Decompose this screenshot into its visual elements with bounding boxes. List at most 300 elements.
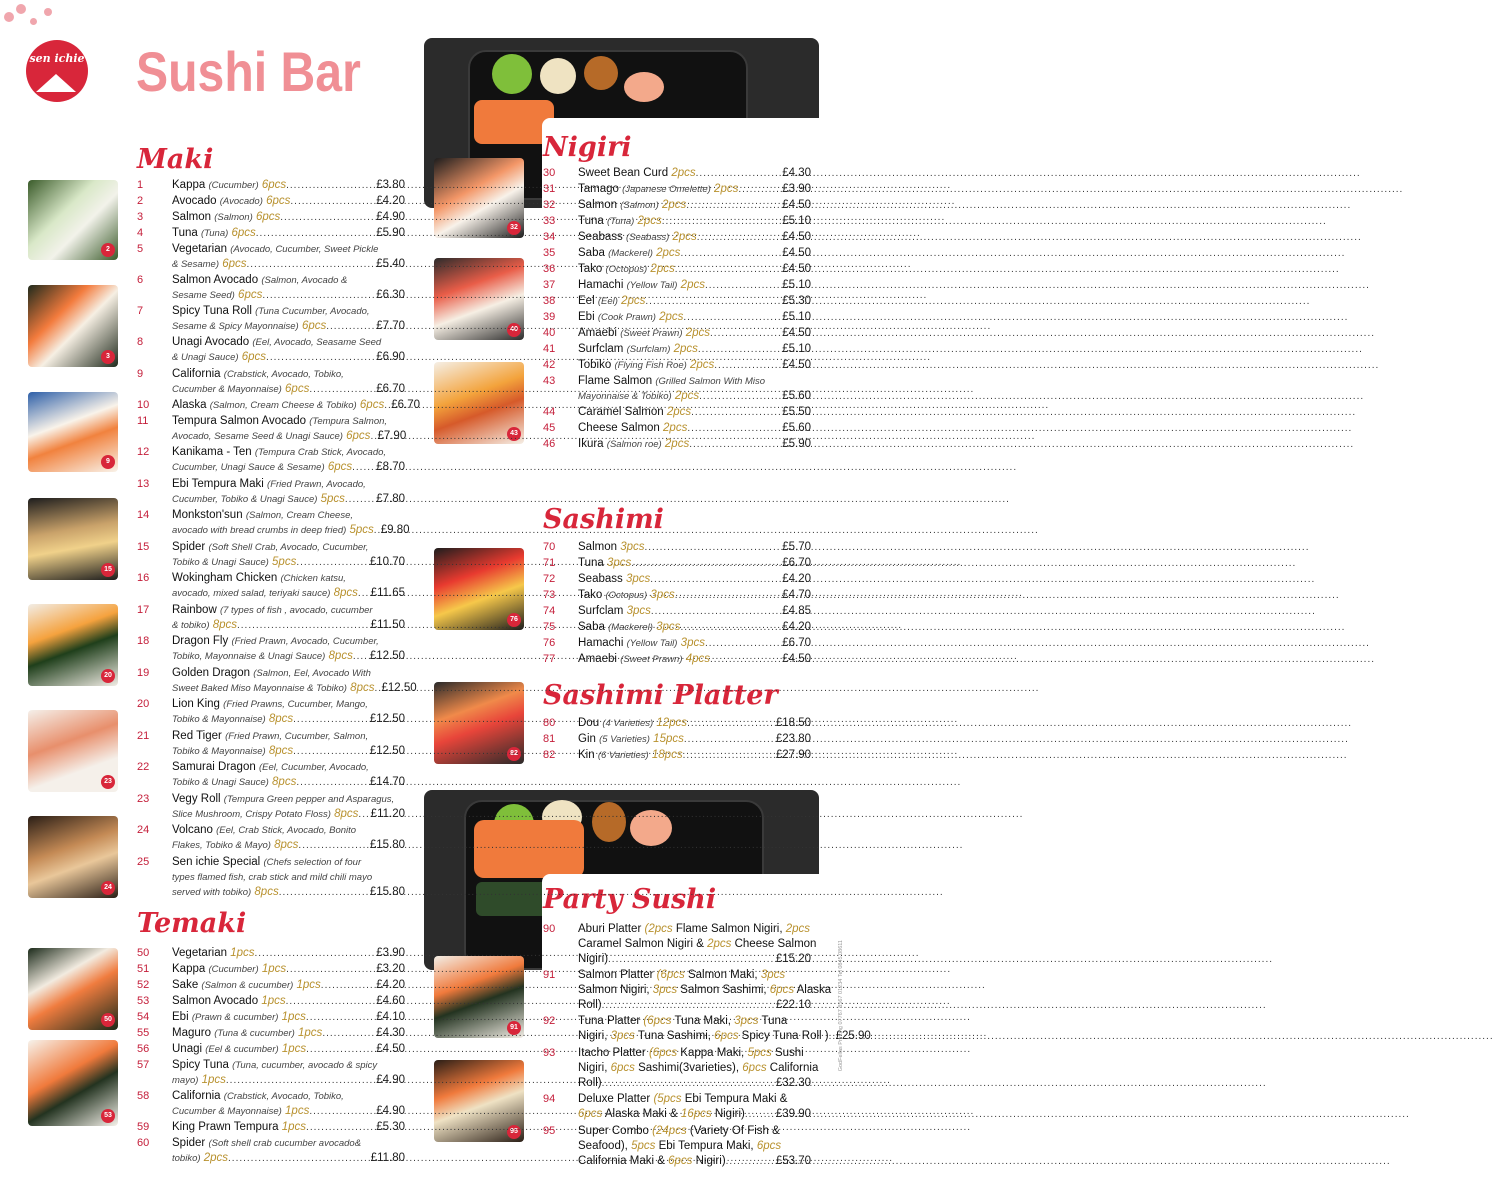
item-description: (5 Varieties): [599, 734, 650, 745]
item-number: 80: [543, 717, 556, 729]
item-description: (Chefs selection of four: [263, 857, 362, 868]
item-name: Alaska Maki &: [604, 1108, 678, 1120]
item-number: 36: [543, 263, 556, 275]
dot-leader: [296, 555, 368, 570]
item-pieces: 2pcs: [203, 1152, 229, 1164]
dot-leader: [675, 588, 782, 603]
item-name: Ebi: [172, 1011, 189, 1023]
dot-leader: [602, 1076, 775, 1091]
dot-leader: [602, 998, 775, 1013]
item-pieces: 3pcs: [625, 573, 651, 585]
item-price: £14.70: [369, 776, 405, 788]
item-pieces: 3pcs: [734, 1015, 759, 1027]
item-description: Mayonnaise & Tobiko): [578, 391, 672, 402]
photo-badge: 9: [101, 455, 115, 469]
item-pieces: 2pcs: [664, 438, 690, 450]
cherry-blossom-icon: [44, 8, 52, 16]
item-number: 22: [137, 761, 150, 773]
dot-leader: [699, 389, 781, 404]
item-name: Surfclam: [578, 605, 624, 617]
item-name: Tempura Salmon Avocado: [172, 415, 307, 427]
menu-item: [137, 634, 405, 664]
menu-item: [137, 994, 405, 1009]
menu-item: [137, 697, 405, 727]
item-price: £3.20: [376, 963, 405, 975]
item-pieces: 1pcs: [281, 1121, 307, 1133]
item-number: 70: [543, 541, 556, 553]
menu-item: [137, 226, 405, 241]
item-pieces: (2pcs: [644, 923, 673, 935]
item-number: 14: [137, 509, 150, 521]
menu-item: [543, 342, 811, 357]
menu-item: [137, 1026, 405, 1041]
item-name: Sashimi(3varieties),: [638, 1062, 740, 1074]
item-pieces: 2pcs: [785, 923, 811, 935]
item-name: Salmon Avocado: [172, 995, 259, 1007]
dot-leader: [262, 288, 375, 303]
item-description: Tobiko & Mayonnaise): [172, 714, 266, 725]
item-description: (Tuna & cucumber): [214, 1028, 295, 1039]
item-number: 71: [543, 557, 556, 569]
item-price: £4.20: [782, 621, 811, 633]
item-number: 43: [543, 375, 556, 387]
section-title-party-sushi: Party Sushi: [543, 884, 717, 915]
item-pieces: 6pcs: [301, 320, 327, 332]
item-description: (Eel): [597, 296, 618, 307]
item-pieces: 6pcs: [769, 984, 795, 996]
dot-leader: [683, 748, 775, 763]
item-name: Lion King: [172, 698, 220, 710]
dot-leader: [645, 294, 781, 309]
item-price: £4.90: [376, 1105, 405, 1117]
menu-item: [543, 182, 811, 197]
item-name: Seafood),: [578, 1140, 628, 1152]
item-name: Nigiri): [578, 953, 609, 965]
item-price: £4.50: [376, 1043, 405, 1055]
item-name: Tuna Platter: [578, 1015, 641, 1027]
item-price: £11.65: [370, 587, 405, 599]
item-name: Salmon: [172, 211, 211, 223]
item-pieces: 1pcs: [296, 979, 321, 991]
item-price: £4.50: [782, 199, 811, 211]
item-number: 23: [137, 793, 150, 805]
item-description: (Salmon, Eel, Avocado With: [253, 668, 371, 679]
menu-item: [543, 636, 811, 651]
dot-leader: [322, 1026, 375, 1041]
item-description: (Tuna): [607, 216, 635, 227]
item-number: 38: [543, 295, 556, 307]
photo-badge: 20: [101, 669, 115, 683]
item-price: £5.60: [782, 422, 811, 434]
item-name: Nigiri): [695, 1155, 726, 1167]
menu-item: [137, 823, 405, 853]
item-description: & tobiko): [172, 620, 210, 631]
photo-badge: 95: [507, 1125, 521, 1139]
menu-item: [543, 421, 811, 436]
item-pieces: 6pcs: [668, 1155, 693, 1167]
item-number: 57: [137, 1059, 150, 1071]
item-pieces: 8pcs: [212, 619, 237, 631]
item-description: (Yellow Tail): [626, 280, 678, 291]
item-name: Sen ichie Special: [172, 856, 261, 868]
item-name: Super Combo: [578, 1125, 649, 1137]
dot-leader: [228, 1151, 370, 1166]
item-name: Spicy Tuna: [172, 1059, 229, 1071]
item-number: 16: [137, 572, 150, 584]
item-name: Roll): [578, 999, 602, 1011]
item-number: 46: [543, 438, 556, 450]
item-pieces: 6pcs: [285, 383, 310, 395]
item-number: 15: [137, 541, 150, 553]
item-description: (Salmon, Avocado &: [261, 275, 348, 286]
item-number: 73: [543, 589, 556, 601]
item-name: Cheese Salmon: [578, 422, 660, 434]
item-description: (Salmon roe): [606, 439, 662, 450]
item-description: (Salmon): [620, 200, 659, 211]
item-name: Ikura: [578, 438, 604, 450]
item-description: Sesame Seed): [172, 290, 235, 301]
menu-item: [543, 294, 811, 309]
item-description: (Eel, Cucumber, Avocado,: [258, 762, 369, 773]
dot-leader: [691, 405, 781, 420]
item-name: Alaska: [172, 399, 207, 411]
logo-text: sen ichie: [29, 52, 85, 65]
dot-leader: [687, 421, 781, 436]
photo-badge: 50: [101, 1013, 115, 1027]
item-number: 60: [137, 1137, 150, 1149]
photo-item-2: [28, 180, 118, 260]
dot-leader: [353, 649, 369, 664]
item-name: King Prawn Tempura: [172, 1121, 279, 1133]
item-price: £27.90: [775, 749, 811, 761]
dot-leader: [309, 1104, 375, 1119]
item-price: £5.90: [376, 227, 405, 239]
dot-leader: [650, 572, 781, 587]
photo-badge: 15: [101, 563, 115, 577]
item-pieces: 18pcs: [651, 749, 683, 761]
item-price: £53.70: [775, 1155, 811, 1167]
menu-item: [137, 273, 405, 303]
item-description: Avocado, Sesame Seed & Unagi Sauce): [172, 431, 343, 442]
item-number: 39: [543, 311, 556, 323]
item-price: £5.10: [782, 343, 811, 355]
photo-item-15: [28, 498, 118, 580]
section-title-nigiri: Nigiri: [543, 132, 632, 163]
item-description: (Salmon): [214, 212, 253, 223]
item-price: £6.70: [391, 399, 420, 411]
item-name: Nigiri): [714, 1108, 745, 1120]
dot-leader: [306, 1120, 375, 1135]
item-number: 35: [543, 247, 556, 259]
item-description: (Salmon, Cream Cheese,: [245, 510, 353, 521]
item-name: Surfclam: [578, 343, 624, 355]
item-price: £11.20: [370, 808, 405, 820]
item-number: 1: [137, 179, 144, 191]
item-name: Saba: [578, 247, 605, 259]
item-price: £5.40: [376, 258, 405, 270]
item-price: £4.60: [376, 995, 405, 1007]
item-price: £15.80: [369, 839, 405, 851]
dot-leader: [266, 350, 375, 365]
item-price: £4.30: [782, 167, 811, 179]
item-pieces: 12pcs: [656, 717, 688, 729]
brand-logo: [18, 30, 90, 102]
item-price: £6.90: [376, 351, 405, 363]
photo-badge: 53: [101, 1109, 115, 1123]
item-number: 81: [543, 733, 556, 745]
dot-leader: [226, 1073, 375, 1088]
item-number: 7: [137, 305, 144, 317]
item-number: 45: [543, 422, 556, 434]
item-price: £4.50: [782, 653, 811, 665]
item-price: £4.50: [782, 231, 811, 243]
dot-leader: [705, 636, 781, 651]
item-name: Flame Salmon Nigiri,: [675, 923, 783, 935]
item-description: (Avocado, Cucumber, Sweet Pickle: [230, 244, 379, 255]
dot-leader: [683, 310, 781, 325]
cherry-blossom-icon: [16, 4, 26, 14]
menu-item: [137, 304, 405, 334]
dot-leader: [290, 194, 375, 209]
section-title-sashimi-platter: Sashimi Platter: [543, 680, 778, 711]
item-description: Tobiko, Mayonnaise & Unagi Sauce): [172, 651, 326, 662]
item-pieces: 6pcs: [231, 227, 256, 239]
item-name: Kappa: [172, 963, 206, 975]
item-description: (Fried Prawn, Avocado, Cucumber,: [231, 636, 379, 647]
menu-item: [137, 855, 405, 900]
item-description: (Yellow Tail): [626, 638, 678, 649]
item-name: Salmon Avocado: [172, 274, 259, 286]
dot-leader: [710, 326, 781, 341]
item-name: Tuna Sashimi,: [637, 1030, 711, 1042]
item-price: £12.50: [369, 745, 405, 757]
dot-leader: [697, 230, 781, 245]
item-pieces: (6pcs: [648, 1047, 678, 1059]
menu-item: [543, 198, 811, 213]
item-name: Vegetarian: [172, 243, 227, 255]
photo-badge: 82: [507, 747, 521, 761]
item-price: £3.80: [376, 179, 405, 191]
item-description: served with tobiko): [172, 887, 252, 898]
item-description: & Sesame): [172, 259, 219, 270]
item-description: (Sweet Prawn): [620, 328, 683, 339]
menu-item: [137, 194, 405, 209]
item-number: 3: [137, 211, 144, 223]
item-pieces: 6pcs: [327, 461, 353, 473]
item-number: 72: [543, 573, 556, 585]
item-name: Spider: [172, 1137, 206, 1149]
item-description: (Fried Prawn, Avocado,: [267, 479, 366, 490]
menu-item: [137, 445, 405, 475]
item-pieces: 3pcs: [610, 1030, 635, 1042]
item-price: £6.70: [782, 637, 811, 649]
item-description: Cucumber, Unagi Sauce & Sesame): [172, 462, 325, 473]
item-pieces: 6pcs: [266, 195, 291, 207]
item-number: 40: [543, 327, 556, 339]
item-number: 9: [137, 368, 144, 380]
section-title-temaki: Temaki: [137, 908, 247, 939]
item-name: Monkston'sun: [172, 509, 243, 521]
item-price: £6.30: [376, 289, 405, 301]
dot-leader: [321, 978, 375, 993]
item-number: 90: [543, 923, 556, 935]
item-description: (Tuna Cucumber, Avocado,: [255, 306, 370, 317]
item-price: £39.90: [775, 1108, 811, 1120]
item-pieces: 6pcs: [238, 289, 263, 301]
item-number: 42: [543, 359, 556, 371]
dot-leader: [358, 586, 370, 601]
item-pieces: 2pcs: [637, 215, 662, 227]
item-price: £4.20: [376, 195, 405, 207]
menu-item: [137, 210, 405, 225]
item-description: (Crabstick, Avocado, Tobiko,: [223, 369, 344, 380]
dot-leader: [293, 712, 369, 727]
item-price: £10.70: [369, 556, 405, 568]
menu-item: [543, 437, 811, 452]
page-title: Sushi Bar: [136, 40, 361, 103]
item-pieces: 8pcs: [350, 682, 375, 694]
menu-item: [137, 962, 405, 977]
item-name: Tuna Maki,: [674, 1015, 732, 1027]
dot-leader: [726, 1154, 775, 1169]
item-pieces: 2pcs: [656, 247, 681, 259]
item-number: 13: [137, 478, 150, 490]
item-name: Ebi Tempura Maki,: [658, 1140, 754, 1152]
item-name: Wokingham Chicken: [172, 572, 278, 584]
item-number: 24: [137, 824, 150, 836]
cherry-blossom-icon: [4, 12, 14, 22]
item-description: (Fried Prawn, Cucumber, Salmon,: [225, 731, 369, 742]
item-number: 93: [543, 1047, 556, 1059]
menu-item: [543, 262, 811, 277]
item-price: £5.90: [782, 438, 811, 450]
item-pieces: 6pcs: [359, 399, 385, 411]
dot-leader: [738, 182, 781, 197]
item-description: (Cucumber): [208, 964, 259, 975]
item-pieces: 8pcs: [333, 587, 358, 599]
item-description: Cucumber, Tobiko & Unagi Sauce): [172, 494, 318, 505]
item-name: Flame Salmon: [578, 375, 653, 387]
menu-item: [543, 604, 811, 619]
item-number: 82: [543, 749, 556, 761]
item-description: avocado with bread crumbs in deep fried): [172, 525, 347, 536]
item-number: 4: [137, 227, 144, 239]
item-name: Ebi: [578, 311, 595, 323]
photo-badge: 76: [507, 613, 521, 627]
dot-leader: [710, 652, 781, 667]
menu-item: [543, 278, 811, 293]
menu-item: [137, 477, 405, 507]
item-number: 37: [543, 279, 556, 291]
item-name: Itacho Platter: [578, 1047, 646, 1059]
item-description: tobiko): [172, 1153, 201, 1164]
item-price: £5.30: [782, 295, 811, 307]
item-description: Sesame & Spicy Mayonnaise): [172, 321, 299, 332]
item-name: Maguro: [172, 1027, 211, 1039]
dot-leader: [309, 382, 375, 397]
item-name: Cheese Salmon: [734, 938, 817, 950]
item-number: 31: [543, 183, 556, 195]
item-name: Spicy Tuna Roll: [172, 305, 252, 317]
menu-item: [543, 310, 811, 325]
item-name: Dragon Fly: [172, 635, 229, 647]
item-price: £4.85: [782, 605, 811, 617]
item-number: 33: [543, 215, 556, 227]
item-name: Spicy Tuna Roll ): [741, 1030, 829, 1042]
item-name: Hamachi: [578, 279, 624, 291]
item-price: £5.10: [782, 279, 811, 291]
item-description: (Tempura Green pepper and Asparagus,: [223, 794, 395, 805]
dot-leader: [279, 885, 369, 900]
dot-leader: [296, 775, 368, 790]
item-description: mayo): [172, 1075, 199, 1086]
menu-item: [137, 946, 405, 961]
item-name: Eel: [578, 295, 595, 307]
menu-item: [137, 508, 410, 538]
item-pieces: 2pcs: [685, 327, 711, 339]
item-number: 44: [543, 406, 556, 418]
item-name: Alaska: [796, 984, 832, 996]
item-description: (Eel & cucumber): [205, 1044, 279, 1055]
menu-item: [137, 571, 405, 601]
section-title-sashimi: Sashimi: [543, 504, 664, 535]
photo-item-24: [28, 816, 118, 898]
item-pieces: 4pcs: [685, 653, 711, 665]
item-description: avocado, mixed salad, teriyaki sauce): [172, 588, 331, 599]
item-description: (Soft Shell Crab, Avocado, Cucumber,: [208, 542, 369, 553]
item-pieces: 5pcs: [349, 524, 374, 536]
dot-leader: [306, 1010, 375, 1025]
item-name: Salmon Sashimi,: [680, 984, 767, 996]
dot-leader: [237, 618, 370, 633]
section-title-maki: Maki: [137, 144, 214, 175]
item-pieces: 8pcs: [328, 650, 353, 662]
item-name: Nigiri,: [578, 1030, 608, 1042]
item-pieces: 6pcs: [346, 430, 371, 442]
dot-leader: [247, 257, 376, 272]
item-price: £4.20: [782, 573, 811, 585]
item-description: (7 types of fish , avocado, cucumber: [219, 605, 373, 616]
menu-item: [543, 572, 811, 587]
item-number: 30: [543, 167, 556, 179]
item-name: Vegy Roll: [172, 793, 221, 805]
dot-leader: [684, 732, 775, 747]
menu-item: [543, 1124, 811, 1169]
item-number: 11: [137, 415, 149, 427]
item-number: 25: [137, 856, 150, 868]
item-pieces: 3pcs: [650, 589, 675, 601]
item-description: (Crabstick, Avocado, Tobiko,: [223, 1091, 344, 1102]
item-pieces: 2pcs: [621, 295, 646, 307]
item-description: (Eel, Avocado, Seasame Seed: [252, 337, 382, 348]
item-price: £5.60: [782, 390, 811, 402]
item-name: Vegetarian: [172, 947, 227, 959]
item-number: 75: [543, 621, 556, 633]
item-description: types flamed fish, crab stick and mild chili mayo: [172, 872, 373, 883]
item-name: California: [769, 1062, 819, 1074]
item-description: (Cook Prawn): [597, 312, 656, 323]
menu-item: [543, 1046, 819, 1091]
item-price: £12.50: [381, 682, 417, 694]
item-name: Tuna: [578, 215, 604, 227]
item-description: (Seabass): [625, 232, 670, 243]
item-price: £4.90: [376, 211, 405, 223]
item-pieces: 1pcs: [261, 995, 286, 1007]
item-pieces: 8pcs: [254, 886, 279, 898]
dot-leader: [686, 198, 781, 213]
item-name: Gin: [578, 733, 596, 745]
item-name: Amaebi: [578, 327, 617, 339]
